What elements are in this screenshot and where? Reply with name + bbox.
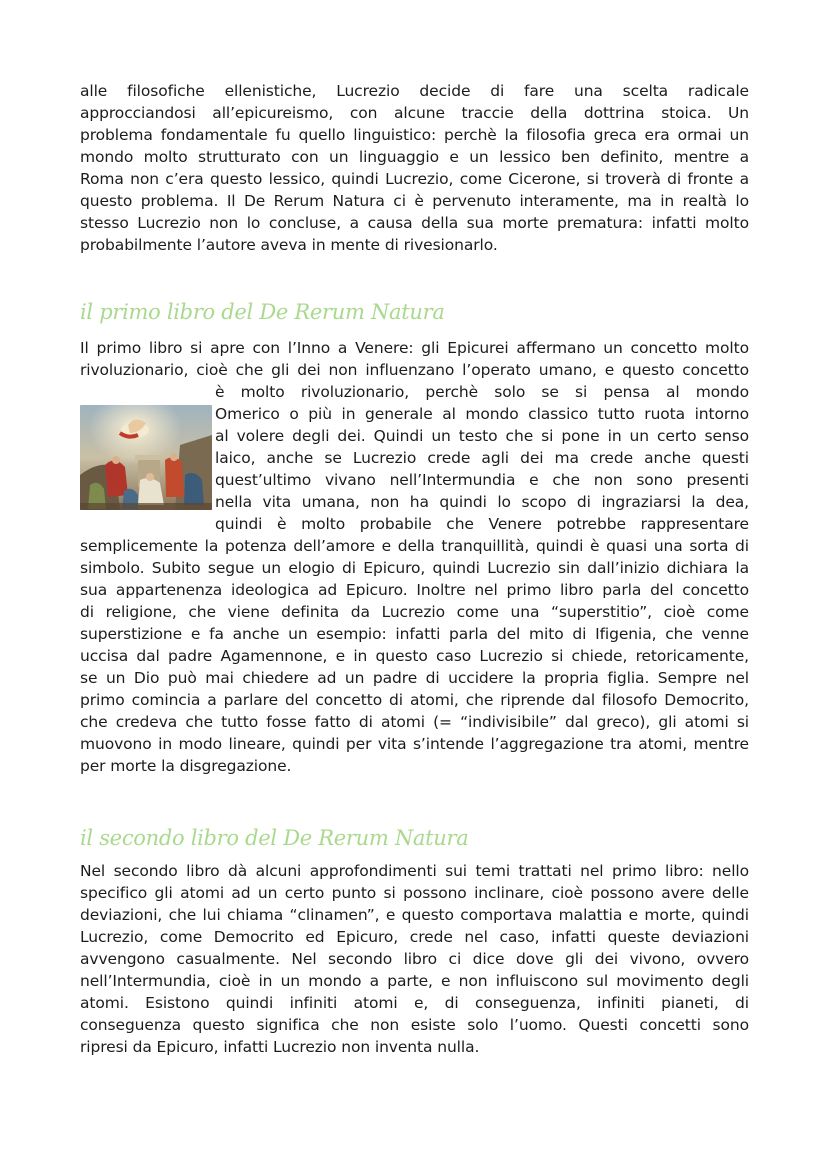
text-line: alle filosofiche ellenistiche, Lucrezio decide di fare una scelta radicale xyxy=(80,82,749,100)
intro-paragraph xyxy=(80,80,749,256)
text-line: mondo molto strutturato con un linguaggio e un lessico ben definito, mentre a xyxy=(80,148,749,166)
text-line: al volere degli dei. Quindi un testo che si pone in un certo senso xyxy=(215,427,749,445)
section-heading-primo-libro: il primo libro del De Rerum Natura xyxy=(80,300,445,324)
text-line: è molto rivoluzionario, perchè solo se si pensa al mondo xyxy=(215,383,749,401)
text-line: di religione, che viene definita da Lucrezio come una “superstitio”, cioè come xyxy=(80,603,749,621)
section2-paragraph xyxy=(80,860,749,1058)
text-line: approcciandosi all’epicureismo, con alcune traccie della dottrina stoica. Un xyxy=(80,104,749,122)
section1-paragraph xyxy=(80,337,749,777)
text-line: stesso Lucrezio non lo concluse, a causa della sua morte prematura: infatti molto xyxy=(80,214,749,232)
text-line: Il primo libro si apre con l’Inno a Venere: gli Epicurei affermano un concetto molto xyxy=(80,339,749,357)
text-line: superstizione e fa anche un esempio: infatti parla del mito di Ifigenia, che venne xyxy=(80,625,749,643)
text-line: conseguenza questo significa che non esiste solo l’uomo. Questi concetti sono xyxy=(80,1016,749,1034)
text-line: per morte la disgregazione. xyxy=(80,757,292,775)
text-line: che credeva che tutto fosse fatto di atomi (= “indivisibile” dal greco), gli atomi si xyxy=(80,713,749,731)
text-line: avvengono casualmente. Nel secondo libro ci dice dove gli dei vivono, ovvero xyxy=(80,950,749,968)
text-line: quest’ultimo vivano nell’Intermundia e che non sono presenti xyxy=(215,471,749,489)
text-line: atomi. Esistono quindi infiniti atomi e, di conseguenza, infiniti pianeti, di xyxy=(80,994,749,1012)
section-heading-secondo-libro: il secondo libro del De Rerum Natura xyxy=(80,826,469,850)
text-line: nell’Intermundia, cioè in un mondo a parte, e non influiscono sul movimento degli xyxy=(80,972,749,990)
text-line: quindi è molto probabile che Venere potrebbe rappresentare xyxy=(215,515,749,533)
text-line: simbolo. Subito segue un elogio di Epicuro, quindi Lucrezio sin dall’inizio dichiara la xyxy=(80,559,749,577)
text-line: nella vita umana, non ha quindi lo scopo di ingraziarsi la dea, xyxy=(215,493,749,511)
text-line: deviazioni, che lui chiama “clinamen”, e questo comportava malattia e morte, quindi xyxy=(80,906,749,924)
text-line: rivoluzionario, cioè che gli dei non influenzano l’operato umano, e questo concetto xyxy=(80,361,749,379)
text-line: specifico gli atomi ad un certo punto si possono inclinare, cioè possono avere delle xyxy=(80,884,749,902)
text-line: problema fondamentale fu quello linguistico: perchè la filosofia greca era ormai un xyxy=(80,126,749,144)
text-line: sua appartenenza ideologica ad Epicuro. Inoltre nel primo libro parla del concetto xyxy=(80,581,749,599)
painting-sacrifice-of-iphigenia xyxy=(80,405,212,510)
text-line: ripresi da Epicuro, infatti Lucrezio non inventa nulla. xyxy=(80,1038,480,1056)
text-line: Lucrezio, come Democrito ed Epicuro, crede nel caso, infatti queste deviazioni xyxy=(80,928,749,946)
text-line: questo problema. Il De Rerum Natura ci è pervenuto interamente, ma in realtà lo xyxy=(80,192,749,210)
text-line: Roma non c’era questo lessico, quindi Lucrezio, come Cicerone, si troverà di fronte a xyxy=(80,170,749,188)
text-line: muovono in modo lineare, quindi per vita s’intende l’aggregazione tra atomi, mentre xyxy=(80,735,749,753)
text-line: primo comincia a parlare del concetto di atomi, che riprende dal filosofo Democrito, xyxy=(80,691,749,709)
text-line: semplicemente la potenza dell’amore e della tranquillità, quindi è quasi una sorta di xyxy=(80,537,749,555)
text-line: uccisa dal padre Agamennone, e in questo caso Lucrezio si chiede, retoricamente, xyxy=(80,647,749,665)
text-line: se un Dio può mai chiedere ad un padre di uccidere la propria figlia. Sempre nel xyxy=(80,669,749,687)
text-line: Omerico o più in generale al mondo classico tutto ruota intorno xyxy=(215,405,749,423)
text-line: probabilmente l’autore aveva in mente di rivesionarlo. xyxy=(80,236,498,254)
text-line: laico, anche se Lucrezio crede agli dei ma crede anche questi xyxy=(215,449,749,467)
text-line: Nel secondo libro dà alcuni approfondimenti sui temi trattati nel primo libro: nello xyxy=(80,862,749,880)
